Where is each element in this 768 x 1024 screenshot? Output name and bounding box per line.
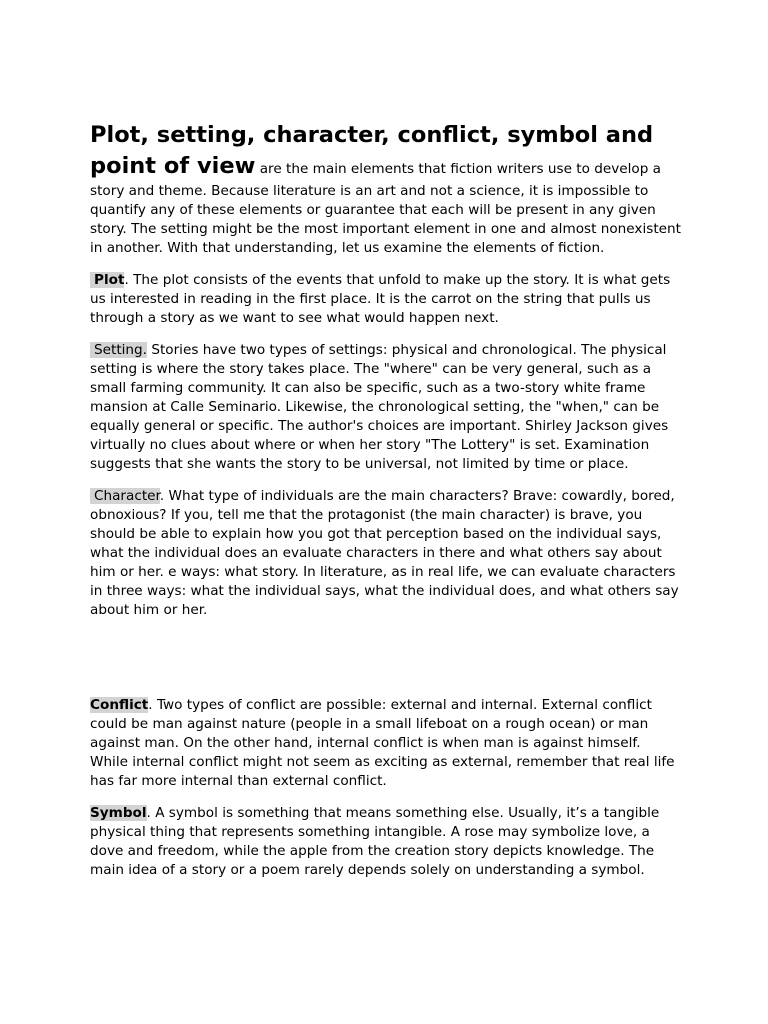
character-body: . What type of individuals are the main characters? Brave: cowardly, bored, obnoxious? If you, tell me that the protagonist (the main character) is brave, you should be able to explain how you got that perception based on the individual says, what the individual does an evaluate characters in there and what others say about him or her. e ways: what story. In literature, as in real life, we can evaluate characters in three ways: what the individual says, what the individual does, and what others say about him or her. (90, 488, 679, 618)
setting-paragraph (90, 341, 682, 474)
plot-paragraph (90, 271, 682, 328)
symbol-paragraph (90, 804, 682, 880)
intro-body: are the main elements that fiction writers use to develop a story and theme. Because literature is an art and not a science, it is impossible to quantify any of these elements or guarantee that each will be present in any given story. The setting might be the most important element in one and almost nonexistent in another. With that understanding, let us examine the elements of fiction. (90, 161, 681, 256)
character-paragraph (90, 487, 682, 620)
conflict-paragraph (90, 696, 682, 791)
setting-body: Stories have two types of settings: physical and chronological. The physical setting is where the story takes place. The "where" can be very general, such as a small farming community. It can also be specific, such as a two-story white frame mansion at Calle Seminario. Likewise, the chronological setting, the "when," can be equally general or specific. The author's choices are important. Shirley Jackson gives virtually no clues about where or when her story "The Lottery" is set. Examination suggests that she wants the story to be universal, not limited by time or place. (90, 342, 669, 472)
document-page (90, 120, 682, 880)
setting-label: Setting. (90, 342, 147, 358)
intro-heading-line2: point of view (90, 153, 256, 179)
symbol-label: Symbol (90, 805, 147, 821)
plot-label: Plot (90, 272, 124, 288)
character-label: Character (90, 488, 160, 504)
intro-paragraph (90, 120, 682, 258)
section-spacer (90, 620, 682, 696)
plot-body: . The plot consists of the events that unfold to make up the story. It is what gets us interested in reading in the first place. It is the carrot on the string that pulls us through a story as we want to see what would happen next. (90, 272, 671, 326)
conflict-body: . Two types of conflict are possible: external and internal. External conflict could be man against nature (people in a small lifeboat on a rough ocean) or man against man. On the other hand, internal conflict is when man is against himself. While internal conflict might not seem as exciting as external, remember that real life has far more internal than external conflict. (90, 697, 675, 789)
conflict-label: Conflict (90, 697, 149, 713)
symbol-body: . A symbol is something that means something else. Usually, it’s a tangible physical thing that represents something intangible. A rose may symbolize love, a dove and freedom, while the apple from the creation story depicts knowledge. The main idea of a story or a poem rarely depends solely on understanding a symbol. (90, 805, 660, 878)
intro-heading-line1: Plot, setting, character, conflict, symbol and (90, 122, 654, 148)
